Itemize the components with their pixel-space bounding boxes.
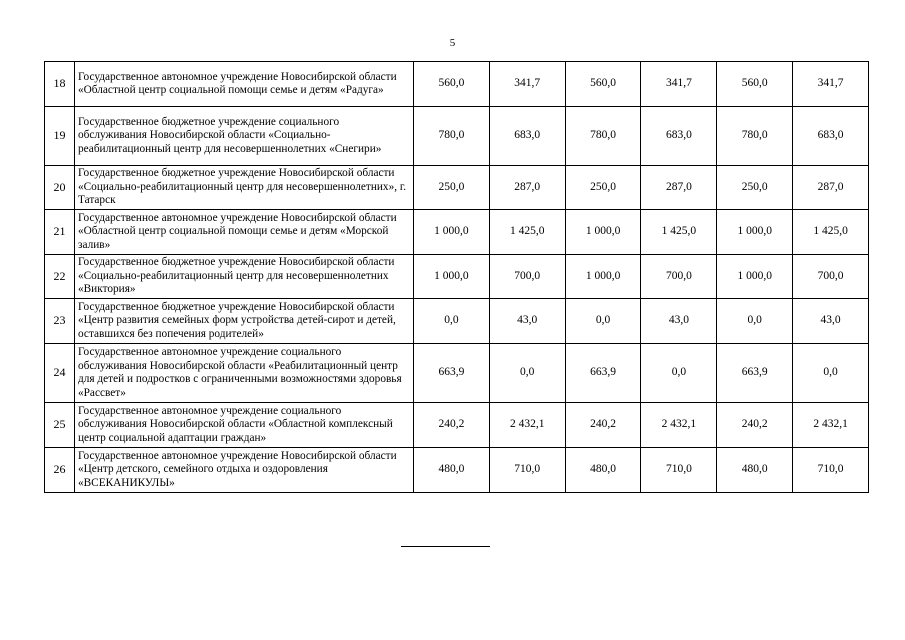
row-number: 21: [45, 210, 75, 255]
value-cell: 663,9: [717, 344, 793, 403]
value-cell: 560,0: [414, 62, 490, 107]
page-number: 5: [449, 37, 456, 49]
row-number: 18: [45, 62, 75, 107]
value-cell: 250,0: [717, 166, 793, 210]
table-row: [45, 107, 869, 166]
value-cell: 240,2: [565, 403, 641, 448]
value-cell: 43,0: [641, 299, 717, 344]
row-number: 26: [45, 448, 75, 493]
value-cell: 710,0: [641, 448, 717, 493]
value-cell: 43,0: [489, 299, 565, 344]
value-cell: 1 425,0: [641, 210, 717, 255]
value-cell: 700,0: [793, 255, 869, 299]
table-row: [45, 403, 869, 448]
value-cell: 683,0: [793, 107, 869, 166]
row-number: 25: [45, 403, 75, 448]
value-cell: 710,0: [793, 448, 869, 493]
institution-name: Государственное бюджетное учреждение Новосибирской области «Социально-реабилитационный центр для несовершеннолетних», г. Татарск: [75, 166, 414, 210]
value-cell: 663,9: [414, 344, 490, 403]
institution-name: Государственное автономное учреждение Новосибирской области «Областной центр социальной помощи семье и детям «Радуга»: [75, 62, 414, 107]
value-cell: 780,0: [565, 107, 641, 166]
value-cell: 1 000,0: [717, 255, 793, 299]
value-cell: 1 425,0: [489, 210, 565, 255]
value-cell: 341,7: [641, 62, 717, 107]
value-cell: 780,0: [717, 107, 793, 166]
value-cell: 700,0: [641, 255, 717, 299]
table-row: [45, 448, 869, 493]
value-cell: 0,0: [565, 299, 641, 344]
value-cell: 1 000,0: [414, 210, 490, 255]
institution-name: Государственное бюджетное учреждение Новосибирской области «Центр развития семейных форм устройства детей-сирот и детей, оставшихся без попечения родителей»: [75, 299, 414, 344]
table-body: [45, 62, 869, 493]
value-cell: 560,0: [717, 62, 793, 107]
value-cell: 1 425,0: [793, 210, 869, 255]
value-cell: 683,0: [489, 107, 565, 166]
value-cell: 1 000,0: [414, 255, 490, 299]
value-cell: 0,0: [414, 299, 490, 344]
table-row: [45, 166, 869, 210]
value-cell: 250,0: [414, 166, 490, 210]
value-cell: 683,0: [641, 107, 717, 166]
value-cell: 250,0: [565, 166, 641, 210]
institution-name: Государственное автономное учреждение Новосибирской области «Областной центр социальной помощи семье и детям «Морской залив»: [75, 210, 414, 255]
table-row: [45, 210, 869, 255]
table-row: [45, 62, 869, 107]
institution-name: Государственное бюджетное учреждение Новосибирской области «Социально-реабилитационный центр для несовершеннолетних «Виктория»: [75, 255, 414, 299]
value-cell: 0,0: [641, 344, 717, 403]
value-cell: 0,0: [793, 344, 869, 403]
table-row: [45, 299, 869, 344]
value-cell: 1 000,0: [565, 255, 641, 299]
value-cell: 2 432,1: [641, 403, 717, 448]
value-cell: 287,0: [793, 166, 869, 210]
value-cell: 240,2: [717, 403, 793, 448]
value-cell: 287,0: [489, 166, 565, 210]
value-cell: 0,0: [489, 344, 565, 403]
institution-name: Государственное бюджетное учреждение социального обслуживания Новосибирской области «Социально-реабилитационный центр для несовершеннолетних «Снегири»: [75, 107, 414, 166]
institutions-table: [44, 61, 869, 493]
value-cell: 480,0: [717, 448, 793, 493]
value-cell: 480,0: [414, 448, 490, 493]
value-cell: 240,2: [414, 403, 490, 448]
table-row: [45, 255, 869, 299]
footer-divider-line: [401, 546, 490, 547]
value-cell: 1 000,0: [717, 210, 793, 255]
value-cell: 700,0: [489, 255, 565, 299]
value-cell: 341,7: [489, 62, 565, 107]
row-number: 22: [45, 255, 75, 299]
institution-name: Государственное автономное учреждение социального обслуживания Новосибирской области «Реабилитационный центр для детей и подростков с ограниченными возможностями здоровья «Рассвет»: [75, 344, 414, 403]
value-cell: 663,9: [565, 344, 641, 403]
value-cell: 710,0: [489, 448, 565, 493]
institution-name: Государственное автономное учреждение Новосибирской области «Центр детского, семейного отдыха и оздоровления «ВСЕКАНИКУЛЫ»: [75, 448, 414, 493]
value-cell: 287,0: [641, 166, 717, 210]
value-cell: 1 000,0: [565, 210, 641, 255]
value-cell: 560,0: [565, 62, 641, 107]
table-row: [45, 344, 869, 403]
value-cell: 0,0: [717, 299, 793, 344]
row-number: 19: [45, 107, 75, 166]
value-cell: 2 432,1: [489, 403, 565, 448]
row-number: 23: [45, 299, 75, 344]
row-number: 20: [45, 166, 75, 210]
value-cell: 341,7: [793, 62, 869, 107]
value-cell: 480,0: [565, 448, 641, 493]
value-cell: 43,0: [793, 299, 869, 344]
row-number: 24: [45, 344, 75, 403]
value-cell: 2 432,1: [793, 403, 869, 448]
institution-name: Государственное автономное учреждение социального обслуживания Новосибирской области «Областной комплексный центр социальной адаптации граждан»: [75, 403, 414, 448]
value-cell: 780,0: [414, 107, 490, 166]
